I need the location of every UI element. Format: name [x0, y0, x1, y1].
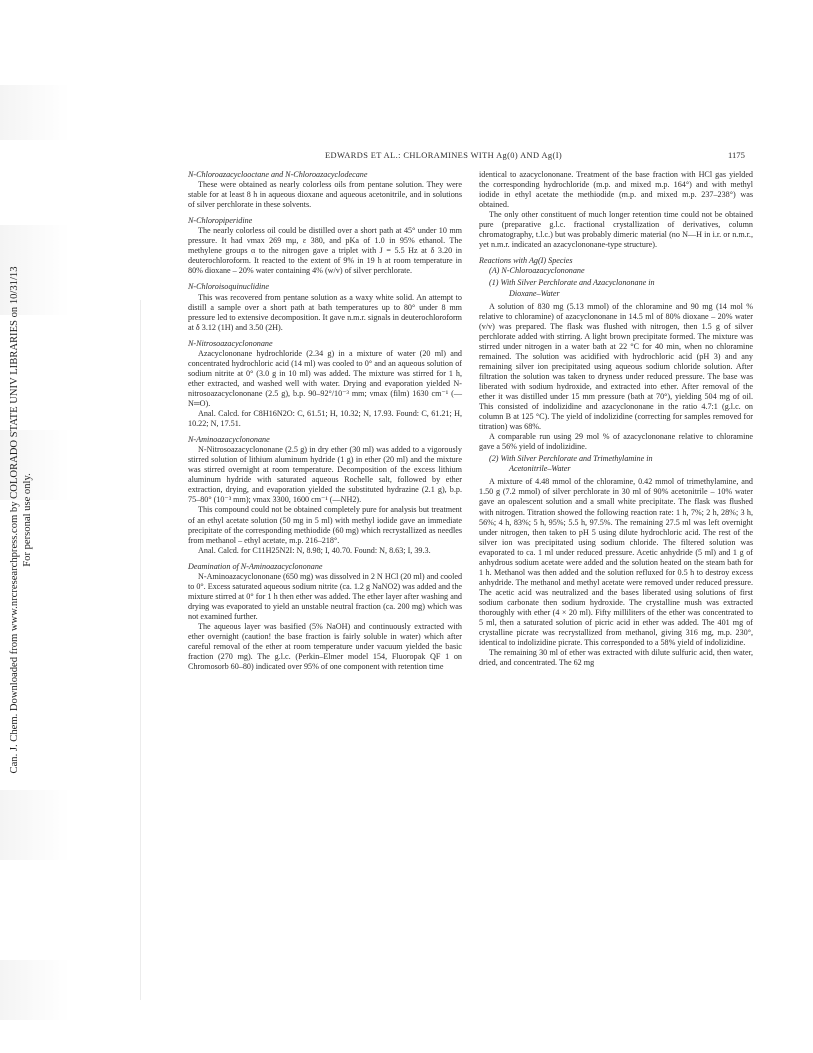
subsection-heading: (A) N-Chloroazacyclononane — [489, 266, 585, 276]
download-notice-line-2: For personal use only. — [22, 473, 33, 567]
paragraph: A comparable run using 29 mol % of azacyclononane relative to chloramine gave a 56% yield of indolizidine. — [479, 432, 753, 452]
scan-margin-line — [140, 300, 141, 1000]
left-column — [188, 170, 462, 672]
paragraph: The aqueous layer was basified (5% NaOH) and continuously extracted with ether overnight (caution! the base fraction is fairly soluble in water) which after careful removal of the ether at room temperature under vacuum yielded the basic fraction (270 mg). The g.l.c. (Perkin–Elmer model 154, Fluoropak QF 1 on Chromosorb 60–80) indicated over 95% of one component with retention time — [188, 621, 462, 672]
subsection-heading-line: (1) With Silver Perchlorate and Azacyclononane in — [489, 278, 655, 288]
right-column — [479, 170, 753, 668]
paragraph: The remaining 30 ml of ether was extracted with dilute sulfuric acid, then water, dried, and concentrated. The 62 mg — [479, 648, 753, 668]
paragraph: These were obtained as nearly colorless oils from pentane solution. They were stable for at least 8 h in aqueous dioxane and aqueous acetonitrile, and in solutions of silver perchlorate in these solvents. — [188, 180, 462, 210]
paragraph: N-Aminoazacyclononane (650 mg) was dissolved in 2 N HCl (20 ml) and cooled to 0°. Excess saturated aqueous sodium nitrite (ca. 1.2 g NaNO2) was added and the mixture stirred at 0° for 1 h then ether was added. The ether layer after washing and drying was evaporated to yield an unstable neutral fraction (ca. 200 mg) which was not examined further. — [188, 571, 463, 621]
scan-gutter-shading — [0, 960, 70, 1020]
subsection-heading-line: Dioxane–Water — [509, 288, 560, 298]
section-heading: N-Chloroisoquinuclidine — [188, 282, 269, 292]
paragraph: Anal. Calcd. for C11H25N2I: N, 8.98; I, 40.70. Found: N, 8.63; I, 39.3. — [198, 545, 431, 555]
subsection-heading-line: Acetonitrile–Water — [509, 464, 571, 474]
paragraph: This compound could not be obtained completely pure for analysis but treatment of an ethyl acetate solution (50 mg in 5 ml) with methyl iodide gave an immediate precipitate of the corresponding methiodide (60 mg) which recrystallized as needles from methanol – ethyl acetate, m.p. 216–218°. — [188, 505, 462, 545]
paragraph: N-Nitrosoazacyclononane (2.5 g) in dry ether (30 ml) was added to a vigorously stirred solution of lithium aluminum hydride (1 g) in ether (20 ml) and the mixture was stirred overnight at room temperature. Decomposition of the excess lithium aluminum hydride with saturated aqueous Rochelle salt, followed by ether extraction, drying, and evaporation yielded the substituted hydrazine (2.1 g), b.p. 75–80° (10⁻³ mm); νmax 3300, 1600 cm⁻¹ (—NH2). — [188, 445, 462, 505]
running-head: EDWARDS ET AL.: CHLORAMINES WITH Ag(0) AND Ag(I) — [325, 151, 563, 160]
scan-gutter-shading — [0, 85, 70, 140]
paragraph: The only other constituent of much longer retention time could not be obtained pure (preparative g.l.c. fractional crystallization of derivatives, column chromatography, t.l.c.) but was probably dimeric material (no N—H in i.r. or n.m.r., yet n.m.r. indicated an azacyclononane-type structure). — [479, 210, 753, 250]
subsection-heading — [479, 278, 753, 298]
paragraph: identical to azacyclononane. Treatment of the base fraction with HCl gas yielded the corresponding hydrochloride (m.p. and mixed m.p. 164°) and with methyl iodide in ethyl acetate the methiodide (m.p. and mixed m.p. 237–238°) was obtained. — [479, 170, 753, 210]
page-number: 1175 — [728, 150, 745, 160]
section-heading: N-Chloroazacyclooctane and N-Chloroazacyclodecane — [188, 170, 368, 179]
paragraph: A solution of 830 mg (5.13 mmol) of the chloramine and 90 mg (14 mol % relative to chloramine) of azacyclononane in 14.5 ml of 80% dioxane – 20% water (v/v) was prepared. The flask was flushed with nitrogen, then 1.5 g of silver perchlorate added with stirring. A light brown precipitate formed. The mixture was stirred under nitrogen in a water bath at 22 °C for 40 min, when no chloramine remained. The solution was acidified with hydrochloric acid (pH 3) and any remaining silver ion precipitated using aqueous sodium chloride solution. After filtration the solution was taken to dryness under reduced pressure. The base was liberated with sodium hydroxide, and extracted into ether. After removal of the ether it was distilled under 15 mm pressure (bath at 70°), yielding 504 mg of oil. This consisted of indolizidine and azacyclononane in the ratio 4.7:1 (g.l.c. on column B at 125 °C). The yield of indolizidine (correcting for samples removed for titration) was 68%. — [479, 301, 753, 432]
download-notice-line-1: Can. J. Chem. Downloaded from www.nrcresearchpress.com by COLORADO STATE UNIV LIBRARIES on 10/31/13 — [9, 266, 20, 774]
download-notice — [8, 210, 34, 830]
paragraph: Anal. Calcd. for C8H16N2O: C, 61.51; H, 10.32; N, 17.93. Found: C, 61.21; H, 10.22; N, 17.51. — [188, 409, 462, 429]
paragraph: A mixture of 4.48 mmol of the chloramine, 0.42 mmol of trimethylamine, and 1.50 g (7.2 mmol) of silver perchlorate in 30 ml of 90% acetonitrile – 10% water gave an opalescent solution and a small white precipitate. The flask was flushed with nitrogen. Titration showed the following reaction rate: 1 h, 7%; 2 h, 28%; 3 h, 56%; 4 h, 83%; 5 h, 95%; 5.5 h, 97.5%. The remaining 27.5 ml was left overnight under nitrogen, then taken to pH 5 using dilute hydrochloric acid. The rest of the silver ion was precipitated using sodium chloride. The filtered solution was evaporated to ca. 1 ml under reduced pressure. Acetic anhydride (5 ml) and 1 g of anhydrous sodium acetate were added and the solution heated on the steam bath for 1 h. Methanol was then added and the solution refluxed for 0.5 h to destroy excess anhydride. The methanol and methyl acetate were removed under reduced pressure. The acetic acid was neutralized and the bases liberated using solutions of first sodium carbonate then sodium hydroxide. The crystalline mush was extracted thoroughly with ether (4 × 20 ml). Fifty milliliters of the ether was concentrated to 5 ml, then a saturated solution of picric acid in ether was added. The 401 mg of crystalline picrate was recrystallized from methanol, giving 316 mg, m.p. 230°, identical to indolizidine picrate. This corresponded to a 58% yield of indolizidine. — [479, 477, 753, 648]
subsection-heading-line: (2) With Silver Perchlorate and Trimethylamine in — [489, 454, 653, 464]
section-heading: N-Chloropiperidine — [188, 216, 253, 226]
paragraph: This was recovered from pentane solution as a waxy white solid. An attempt to distill a sample over a short path at bath temperatures up to 80° under 8 mm pressure led to extensive decomposition. It gave n.m.r. signals in deuterochloroform at δ 3.12 (1H) and 3.50 (2H). — [188, 292, 462, 332]
subsection-heading — [479, 454, 753, 474]
section-heading: Deamination of N-Aminoazacyclononane — [188, 561, 323, 571]
section-heading: N-Aminoazacyclononane — [188, 435, 270, 445]
paragraph: Azacyclononane hydrochloride (2.34 g) in a mixture of water (20 ml) and concentrated hydrochloric acid (14 ml) was cooled to 0° and an aqueous solution of sodium nitrite at 0° (3.0 g in 10 ml) was added. The mixture was stirred for 1 h, ether extracted, and washed well with water. Drying and evaporation yielded N-nitrosoazacyclononane (2.5 g), b.p. 90–92°/10⁻³ mm; νmax (film) 1630 cm⁻¹ (—N═O). — [188, 348, 462, 408]
section-heading: Reactions with Ag(I) Species — [479, 256, 573, 266]
paragraph: The nearly colorless oil could be distilled over a short path at 45° under 10 mm pressure. It had νmax 269 mμ, ε 380, and pKa of 1.0 in 95% ethanol. The methylene groups α to the nitrogen gave a triplet with J = 5.5 Hz at δ 3.20 in deuterochloroform. It reacted to the extent of 9% in 19 h at room temperature in 80% dioxane – 20% water containing 4% (w/v) of silver perchlorate. — [188, 226, 462, 276]
section-heading: N-Nitrosoazacyclononane — [188, 338, 273, 348]
